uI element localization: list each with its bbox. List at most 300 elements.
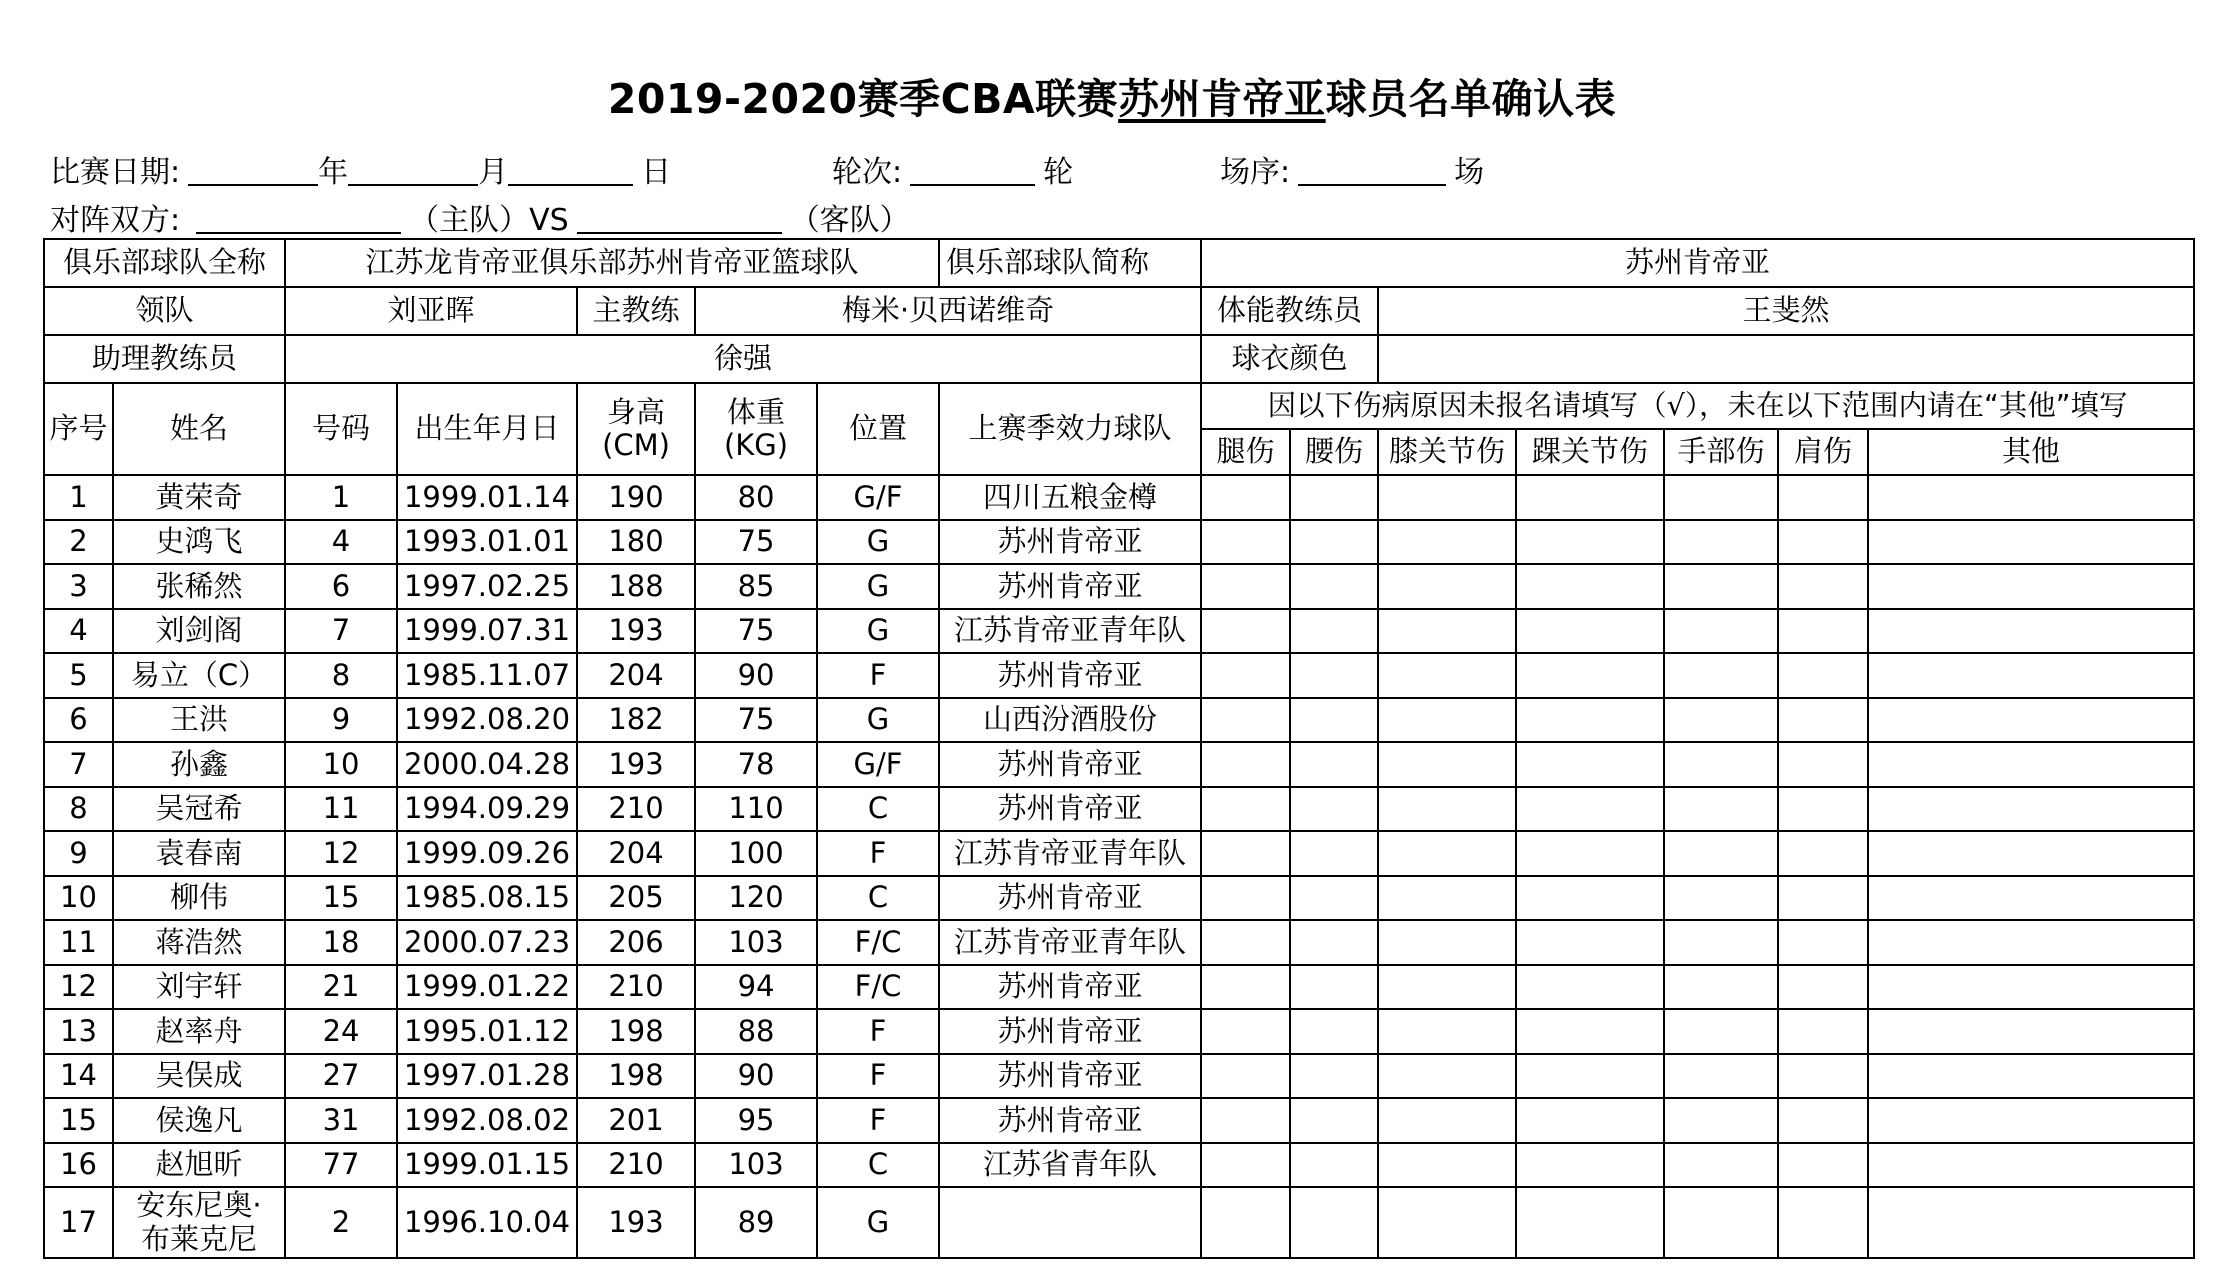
injury-header-waist: 腰伤 xyxy=(1290,429,1378,475)
table-row xyxy=(44,1098,2194,1143)
player-name: 蒋浩然 xyxy=(113,920,285,965)
home-field[interactable] xyxy=(196,204,401,234)
player-height: 204 xyxy=(577,653,695,698)
injury-cell[interactable] xyxy=(1516,1098,1664,1143)
injury-cell[interactable] xyxy=(1664,965,1778,1010)
injury-cell[interactable] xyxy=(1516,787,1664,832)
injury-cell[interactable] xyxy=(1868,520,2194,565)
injury-cell[interactable] xyxy=(1290,1054,1378,1099)
table-row xyxy=(44,965,2194,1010)
injury-cell[interactable] xyxy=(1290,1098,1378,1143)
player-position: G xyxy=(817,520,939,565)
game-label: 场序: xyxy=(1220,155,1291,190)
player-birth: 1992.08.02 xyxy=(397,1098,577,1143)
injury-cell[interactable] xyxy=(1868,564,2194,609)
table-row xyxy=(44,609,2194,654)
player-no: 16 xyxy=(44,1143,113,1188)
player-number: 21 xyxy=(285,965,397,1010)
full-name-label: 俱乐部球队全称 xyxy=(44,239,285,287)
injury-cell[interactable] xyxy=(1664,920,1778,965)
player-weight: 78 xyxy=(695,742,817,787)
fitness-coach-label: 体能教练员 xyxy=(1201,287,1378,335)
day-field[interactable] xyxy=(508,156,633,186)
injury-cell[interactable] xyxy=(1201,1009,1290,1054)
player-team: 苏州肯帝亚 xyxy=(939,742,1201,787)
injury-cell[interactable] xyxy=(1664,698,1778,743)
year-field[interactable] xyxy=(188,156,318,186)
round-field[interactable] xyxy=(910,156,1035,186)
player-birth: 1997.01.28 xyxy=(397,1054,577,1099)
injury-cell[interactable] xyxy=(1868,1054,2194,1099)
table-row xyxy=(44,1143,2194,1188)
injury-cell[interactable] xyxy=(1664,609,1778,654)
table-row xyxy=(44,475,2194,520)
player-number: 8 xyxy=(285,653,397,698)
player-weight: 95 xyxy=(695,1098,817,1143)
info-line-date xyxy=(50,147,671,191)
player-no: 12 xyxy=(44,965,113,1010)
injury-cell[interactable] xyxy=(1868,1098,2194,1143)
player-team: 苏州肯帝亚 xyxy=(939,520,1201,565)
away-field[interactable] xyxy=(577,204,782,234)
injury-cell[interactable] xyxy=(1664,1098,1778,1143)
injury-header-hand: 手部伤 xyxy=(1664,429,1778,475)
player-weight: 100 xyxy=(695,831,817,876)
injury-cell[interactable] xyxy=(1516,742,1664,787)
player-name: 赵旭昕 xyxy=(113,1143,285,1188)
injury-cell[interactable] xyxy=(1378,787,1516,832)
info-line-round xyxy=(832,147,1073,191)
player-number: 9 xyxy=(285,698,397,743)
player-height: 198 xyxy=(577,1009,695,1054)
injury-cell[interactable] xyxy=(1378,1143,1516,1188)
player-number: 15 xyxy=(285,876,397,921)
year-label: 年 xyxy=(318,155,349,190)
injury-cell[interactable] xyxy=(1201,1187,1290,1258)
player-height: 188 xyxy=(577,564,695,609)
player-position: F xyxy=(817,1009,939,1054)
injury-cell[interactable] xyxy=(1290,653,1378,698)
leader-label: 领队 xyxy=(44,287,285,335)
title-team: 苏州肯帝亚 xyxy=(1118,75,1326,123)
player-team: 江苏肯帝亚青年队 xyxy=(939,609,1201,654)
injury-cell[interactable] xyxy=(1664,1009,1778,1054)
game-unit: 场 xyxy=(1454,155,1485,190)
injury-cell[interactable] xyxy=(1201,520,1290,565)
injury-note: 因以下伤病原因未报名请填写（√），未在以下范围内请在“其他”填写 xyxy=(1201,383,2194,429)
injury-cell[interactable] xyxy=(1516,1187,1664,1258)
player-name: 史鸿飞 xyxy=(113,520,285,565)
injury-cell[interactable] xyxy=(1378,965,1516,1010)
player-height: 210 xyxy=(577,1143,695,1188)
injury-cell[interactable] xyxy=(1516,1143,1664,1188)
table-row xyxy=(44,787,2194,832)
injury-cell[interactable] xyxy=(1664,475,1778,520)
injury-cell[interactable] xyxy=(1378,1009,1516,1054)
injury-cell[interactable] xyxy=(1868,609,2194,654)
player-no: 13 xyxy=(44,1009,113,1054)
player-no: 14 xyxy=(44,1054,113,1099)
table-row xyxy=(44,876,2194,921)
player-number: 11 xyxy=(285,787,397,832)
injury-cell[interactable] xyxy=(1868,920,2194,965)
player-position: C xyxy=(817,787,939,832)
fitness-coach-value: 王斐然 xyxy=(1378,287,2194,335)
player-position: F xyxy=(817,1098,939,1143)
player-number: 10 xyxy=(285,742,397,787)
player-number: 12 xyxy=(285,831,397,876)
injury-cell[interactable] xyxy=(1290,520,1378,565)
jersey-color-value[interactable] xyxy=(1378,335,2194,383)
player-team: 江苏肯帝亚青年队 xyxy=(939,831,1201,876)
col-weight-header xyxy=(695,383,817,475)
player-team: 苏州肯帝亚 xyxy=(939,653,1201,698)
injury-header-shoulder: 肩伤 xyxy=(1778,429,1868,475)
player-weight: 120 xyxy=(695,876,817,921)
player-name: 吴冠希 xyxy=(113,787,285,832)
month-label: 月 xyxy=(478,155,509,190)
player-no: 1 xyxy=(44,475,113,520)
player-birth: 2000.07.23 xyxy=(397,920,577,965)
game-field[interactable] xyxy=(1298,156,1446,186)
injury-cell[interactable] xyxy=(1201,787,1290,832)
full-name-value: 江苏龙肯帝亚俱乐部苏州肯帝亚篮球队 xyxy=(285,239,939,287)
assistant-row xyxy=(44,335,2194,383)
player-weight: 103 xyxy=(695,1143,817,1188)
injury-cell[interactable] xyxy=(1290,698,1378,743)
injury-cell[interactable] xyxy=(1778,609,1868,654)
player-weight: 85 xyxy=(695,564,817,609)
injury-cell[interactable] xyxy=(1290,475,1378,520)
injury-cell[interactable] xyxy=(1378,831,1516,876)
injury-cell[interactable] xyxy=(1378,1054,1516,1099)
player-team: 江苏省青年队 xyxy=(939,1143,1201,1188)
player-number: 7 xyxy=(285,609,397,654)
player-birth: 1985.08.15 xyxy=(397,876,577,921)
table-row xyxy=(44,564,2194,609)
player-birth: 1999.01.15 xyxy=(397,1143,577,1188)
injury-cell[interactable] xyxy=(1778,1187,1868,1258)
injury-cell[interactable] xyxy=(1378,564,1516,609)
player-birth: 1997.02.25 xyxy=(397,564,577,609)
injury-cell[interactable] xyxy=(1664,1054,1778,1099)
player-name xyxy=(113,1187,285,1258)
head-coach-value: 梅米·贝西诺维奇 xyxy=(695,287,1201,335)
injury-cell[interactable] xyxy=(1778,475,1868,520)
player-height: 190 xyxy=(577,475,695,520)
injury-cell[interactable] xyxy=(1868,742,2194,787)
injury-cell[interactable] xyxy=(1378,1098,1516,1143)
player-no: 11 xyxy=(44,920,113,965)
injury-cell[interactable] xyxy=(1201,742,1290,787)
assistant-value: 徐强 xyxy=(285,335,1201,383)
player-weight: 75 xyxy=(695,698,817,743)
player-height: 210 xyxy=(577,965,695,1010)
injury-cell[interactable] xyxy=(1378,609,1516,654)
injury-cell[interactable] xyxy=(1290,965,1378,1010)
player-team: 苏州肯帝亚 xyxy=(939,564,1201,609)
injury-cell[interactable] xyxy=(1778,965,1868,1010)
table-row xyxy=(44,698,2194,743)
injury-cell[interactable] xyxy=(1868,1009,2194,1054)
player-number: 1 xyxy=(285,475,397,520)
player-height: 210 xyxy=(577,787,695,832)
injury-cell[interactable] xyxy=(1378,920,1516,965)
injury-cell[interactable] xyxy=(1378,1187,1516,1258)
injury-cell[interactable] xyxy=(1201,831,1290,876)
player-name-line1: 安东尼奥· xyxy=(136,1188,262,1223)
injury-cell[interactable] xyxy=(1778,876,1868,921)
player-no: 5 xyxy=(44,653,113,698)
player-name: 张稀然 xyxy=(113,564,285,609)
table-row xyxy=(44,742,2194,787)
player-team: 江苏肯帝亚青年队 xyxy=(939,920,1201,965)
injury-cell[interactable] xyxy=(1516,965,1664,1010)
injury-cell[interactable] xyxy=(1290,920,1378,965)
player-team xyxy=(939,1187,1201,1258)
col-position-header: 位置 xyxy=(817,383,939,475)
injury-cell[interactable] xyxy=(1201,876,1290,921)
injury-cell[interactable] xyxy=(1516,609,1664,654)
injury-cell[interactable] xyxy=(1290,1143,1378,1188)
player-position: F xyxy=(817,1054,939,1099)
info-line-game xyxy=(1220,147,1484,191)
player-number: 18 xyxy=(285,920,397,965)
injury-header-ankle: 踝关节伤 xyxy=(1516,429,1664,475)
player-team: 四川五粮金樽 xyxy=(939,475,1201,520)
injury-cell[interactable] xyxy=(1290,564,1378,609)
player-height: 201 xyxy=(577,1098,695,1143)
player-name: 黄荣奇 xyxy=(113,475,285,520)
assistant-label: 助理教练员 xyxy=(44,335,285,383)
round-label: 轮次: xyxy=(832,155,903,190)
injury-cell[interactable] xyxy=(1868,1187,2194,1258)
injury-cell[interactable] xyxy=(1778,520,1868,565)
injury-cell[interactable] xyxy=(1778,1009,1868,1054)
player-birth: 1999.01.22 xyxy=(397,965,577,1010)
injury-cell[interactable] xyxy=(1778,742,1868,787)
injury-cell[interactable] xyxy=(1201,475,1290,520)
player-weight: 80 xyxy=(695,475,817,520)
player-no: 6 xyxy=(44,698,113,743)
player-weight: 103 xyxy=(695,920,817,965)
player-no: 2 xyxy=(44,520,113,565)
player-position: G xyxy=(817,698,939,743)
table-row xyxy=(44,1054,2194,1099)
injury-cell[interactable] xyxy=(1778,920,1868,965)
player-no: 3 xyxy=(44,564,113,609)
player-birth: 1985.11.07 xyxy=(397,653,577,698)
info-line-matchup xyxy=(50,195,910,239)
player-position: G/F xyxy=(817,742,939,787)
player-no: 8 xyxy=(44,787,113,832)
col-number-header: 号码 xyxy=(285,383,397,475)
injury-cell[interactable] xyxy=(1378,698,1516,743)
injury-cell[interactable] xyxy=(1378,876,1516,921)
injury-cell[interactable] xyxy=(1516,831,1664,876)
player-birth: 1999.01.14 xyxy=(397,475,577,520)
injury-cell[interactable] xyxy=(1664,520,1778,565)
player-team: 苏州肯帝亚 xyxy=(939,876,1201,921)
staff-row xyxy=(44,287,2194,335)
injury-cell[interactable] xyxy=(1201,609,1290,654)
injury-cell[interactable] xyxy=(1378,475,1516,520)
player-no: 4 xyxy=(44,609,113,654)
home-label: （主队）VS xyxy=(409,203,569,238)
player-weight: 89 xyxy=(695,1187,817,1258)
injury-cell[interactable] xyxy=(1201,1143,1290,1188)
injury-cell[interactable] xyxy=(1664,1187,1778,1258)
table-row xyxy=(44,520,2194,565)
injury-cell[interactable] xyxy=(1516,653,1664,698)
player-height: 204 xyxy=(577,831,695,876)
injury-cell[interactable] xyxy=(1778,1054,1868,1099)
injury-cell[interactable] xyxy=(1516,1009,1664,1054)
player-team: 苏州肯帝亚 xyxy=(939,787,1201,832)
injury-cell[interactable] xyxy=(1868,965,2194,1010)
injury-cell[interactable] xyxy=(1868,831,2194,876)
short-name-value: 苏州肯帝亚 xyxy=(1201,239,2194,287)
injury-cell[interactable] xyxy=(1516,876,1664,921)
player-position: F xyxy=(817,831,939,876)
injury-cell[interactable] xyxy=(1290,831,1378,876)
player-team: 山西汾酒股份 xyxy=(939,698,1201,743)
injury-cell[interactable] xyxy=(1201,1054,1290,1099)
injury-cell[interactable] xyxy=(1868,475,2194,520)
player-name: 易立（C） xyxy=(113,653,285,698)
header-row-1 xyxy=(44,383,2194,429)
player-birth: 1993.01.01 xyxy=(397,520,577,565)
date-label: 比赛日期: xyxy=(50,155,181,190)
short-name-label: 俱乐部球队简称 xyxy=(939,239,1201,287)
injury-cell[interactable] xyxy=(1516,520,1664,565)
table-row xyxy=(44,1009,2194,1054)
player-position: C xyxy=(817,876,939,921)
injury-cell[interactable] xyxy=(1516,1054,1664,1099)
head-coach-label: 主教练 xyxy=(577,287,695,335)
player-height: 182 xyxy=(577,698,695,743)
table-row xyxy=(44,920,2194,965)
injury-cell[interactable] xyxy=(1516,698,1664,743)
player-name-line2: 布莱克尼 xyxy=(141,1221,258,1256)
player-height: 205 xyxy=(577,876,695,921)
col-height-header xyxy=(577,383,695,475)
player-height: 206 xyxy=(577,920,695,965)
player-team: 苏州肯帝亚 xyxy=(939,965,1201,1010)
injury-cell[interactable] xyxy=(1868,876,2194,921)
player-no: 9 xyxy=(44,831,113,876)
month-field[interactable] xyxy=(348,156,478,186)
club-name-row xyxy=(44,239,2194,287)
injury-cell[interactable] xyxy=(1868,787,2194,832)
player-weight: 90 xyxy=(695,653,817,698)
player-height: 193 xyxy=(577,609,695,654)
player-birth: 1994.09.29 xyxy=(397,787,577,832)
player-birth: 1992.08.20 xyxy=(397,698,577,743)
injury-cell[interactable] xyxy=(1290,609,1378,654)
table-row xyxy=(44,1187,2194,1258)
player-number: 2 xyxy=(285,1187,397,1258)
injury-cell[interactable] xyxy=(1868,653,2194,698)
height-header-line2: (CM) xyxy=(602,428,670,462)
injury-cell[interactable] xyxy=(1664,1143,1778,1188)
injury-cell[interactable] xyxy=(1378,742,1516,787)
injury-cell[interactable] xyxy=(1201,564,1290,609)
injury-cell[interactable] xyxy=(1516,475,1664,520)
injury-header-leg: 腿伤 xyxy=(1201,429,1290,475)
col-birth-header: 出生年月日 xyxy=(397,383,577,475)
injury-cell[interactable] xyxy=(1664,787,1778,832)
player-number: 77 xyxy=(285,1143,397,1188)
injury-cell[interactable] xyxy=(1290,1009,1378,1054)
injury-cell[interactable] xyxy=(1778,831,1868,876)
jersey-color-label: 球衣颜色 xyxy=(1201,335,1378,383)
player-name: 刘宇轩 xyxy=(113,965,285,1010)
injury-cell[interactable] xyxy=(1378,520,1516,565)
injury-cell[interactable] xyxy=(1664,653,1778,698)
player-position: G xyxy=(817,609,939,654)
injury-cell[interactable] xyxy=(1778,787,1868,832)
player-no: 17 xyxy=(44,1187,113,1258)
player-no: 15 xyxy=(44,1098,113,1143)
injury-cell[interactable] xyxy=(1778,653,1868,698)
player-birth: 1999.07.31 xyxy=(397,609,577,654)
injury-cell[interactable] xyxy=(1378,653,1516,698)
injury-cell[interactable] xyxy=(1201,965,1290,1010)
player-height: 193 xyxy=(577,742,695,787)
injury-cell[interactable] xyxy=(1778,698,1868,743)
injury-cell[interactable] xyxy=(1868,698,2194,743)
leader-value: 刘亚晖 xyxy=(285,287,577,335)
player-weight: 110 xyxy=(695,787,817,832)
col-no-header: 序号 xyxy=(44,383,113,475)
player-no: 7 xyxy=(44,742,113,787)
injury-cell[interactable] xyxy=(1290,787,1378,832)
injury-cell[interactable] xyxy=(1516,920,1664,965)
injury-cell[interactable] xyxy=(1201,920,1290,965)
injury-cell[interactable] xyxy=(1201,698,1290,743)
player-position: F xyxy=(817,653,939,698)
injury-cell[interactable] xyxy=(1290,876,1378,921)
injury-cell[interactable] xyxy=(1290,742,1378,787)
injury-cell[interactable] xyxy=(1664,564,1778,609)
injury-cell[interactable] xyxy=(1778,1143,1868,1188)
injury-cell[interactable] xyxy=(1664,876,1778,921)
player-position: F/C xyxy=(817,965,939,1010)
injury-cell[interactable] xyxy=(1201,653,1290,698)
player-name: 孙鑫 xyxy=(113,742,285,787)
title-suffix: 球员名单确认表 xyxy=(1325,75,1617,123)
injury-cell[interactable] xyxy=(1664,742,1778,787)
day-label: 日 xyxy=(641,155,672,190)
injury-cell[interactable] xyxy=(1868,1143,2194,1188)
player-number: 4 xyxy=(285,520,397,565)
injury-cell[interactable] xyxy=(1516,564,1664,609)
player-position: G/F xyxy=(817,475,939,520)
player-weight: 75 xyxy=(695,520,817,565)
injury-cell[interactable] xyxy=(1201,1098,1290,1143)
injury-cell[interactable] xyxy=(1778,564,1868,609)
player-weight: 94 xyxy=(695,965,817,1010)
player-name: 侯逸凡 xyxy=(113,1098,285,1143)
injury-cell[interactable] xyxy=(1664,831,1778,876)
roster-table xyxy=(43,238,2195,1259)
player-height: 198 xyxy=(577,1054,695,1099)
player-name: 袁春南 xyxy=(113,831,285,876)
injury-cell[interactable] xyxy=(1778,1098,1868,1143)
injury-cell[interactable] xyxy=(1290,1187,1378,1258)
table-row xyxy=(44,653,2194,698)
